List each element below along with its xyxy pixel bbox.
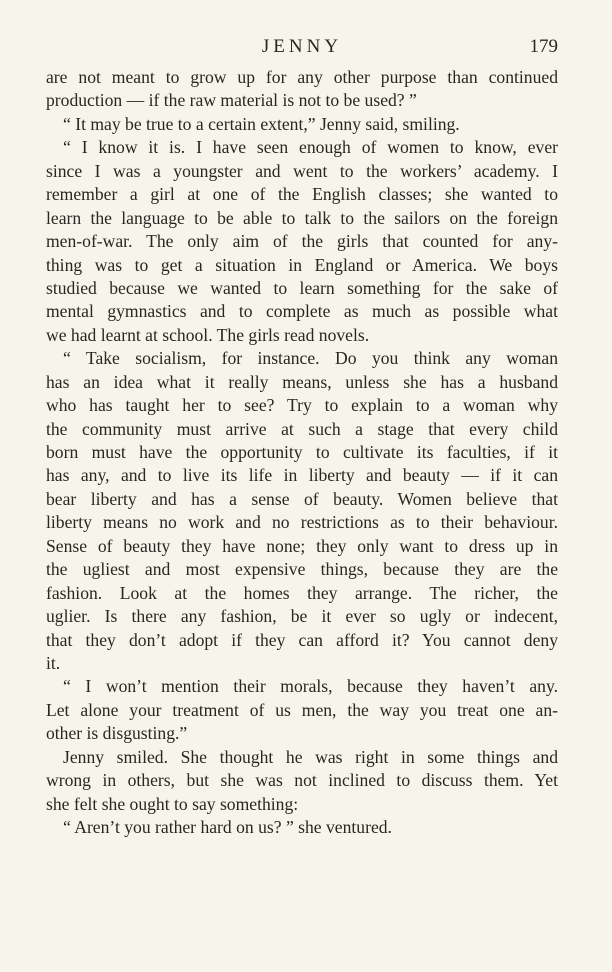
text-line: “ Aren’t you rather hard on us? ” she ventured. — [63, 817, 392, 837]
text-line: since I was a youngster and went to the workers’ academy. I — [46, 160, 558, 181]
text-line: other is disgusting.” — [46, 723, 188, 744]
text-line: production — if the raw material is not to be used? ” — [46, 90, 417, 111]
text-line: that they don’t adopt if they can afford it? You cannot deny — [46, 629, 558, 650]
text-line: fashion. Look at the homes they arrange. The richer, the — [46, 582, 558, 603]
text-line: remember a girl at one of the English classes; she wanted to — [46, 184, 558, 205]
text-line: uglier. Is there any fashion, be it ever so ugly or indecent, — [46, 606, 558, 627]
text-line: she felt she ought to say something: — [46, 793, 299, 814]
text-line: “ Take socialism, for instance. Do you think any woman — [63, 348, 558, 369]
text-line: the ugliest and most expensive things, because they are the — [46, 559, 558, 580]
text-line: Jenny smiled. She thought he was right in some things and — [63, 746, 558, 767]
text-line: are not meant to grow up for any other purpose than continued — [46, 67, 558, 87]
text-line: “ I know it is. I have seen enough of women to know, ever — [63, 137, 558, 158]
text-line: who has taught her to see? Try to explain to a woman why — [46, 395, 558, 416]
text-line: “ I won’t mention their morals, because they haven’t any. — [63, 676, 558, 697]
text-line: born must have the opportunity to cultivate its faculties, if it — [46, 442, 558, 462]
text-line: wrong in others, but she was not inclined to discuss them. Yet — [46, 770, 558, 791]
text-line: mental gymnastics and to complete as much as possible what — [46, 301, 558, 322]
text-line: studied because we wanted to learn something for the sake of — [46, 277, 558, 298]
text-line: men-of-war. The only aim of the girls that counted for any- — [46, 231, 558, 252]
text-line: it. — [46, 652, 61, 673]
text-line: we had learnt at school. The girls read novels. — [46, 324, 370, 345]
text-line: has any, and to live its life in liberty and beauty — if it can — [46, 465, 558, 486]
page-number: 179 — [529, 36, 558, 57]
text-line: the community must arrive at such a stage that every child — [46, 418, 558, 439]
text-line: learn the language to be able to talk to the sailors on the foreign — [46, 207, 558, 228]
page-header — [46, 34, 558, 62]
text-line: has an idea what it really means, unless she has a husband — [46, 371, 558, 392]
text-line: Sense of beauty they have none; they only want to dress up in — [46, 535, 558, 556]
text-line: bear liberty and has a sense of beauty. Women believe that — [46, 488, 558, 509]
body-text — [46, 66, 558, 839]
running-head-title: JENNY — [261, 36, 343, 57]
text-line: “ It may be true to a certain extent,” Jenny said, smiling. — [63, 113, 460, 134]
text-line: thing was to get a situation in England or America. We boys — [46, 254, 558, 275]
text-line: Let alone your treatment of us men, the way you treat one an- — [46, 699, 558, 720]
text-line: liberty means no work and no restrictions as to their behaviour. — [46, 512, 558, 533]
